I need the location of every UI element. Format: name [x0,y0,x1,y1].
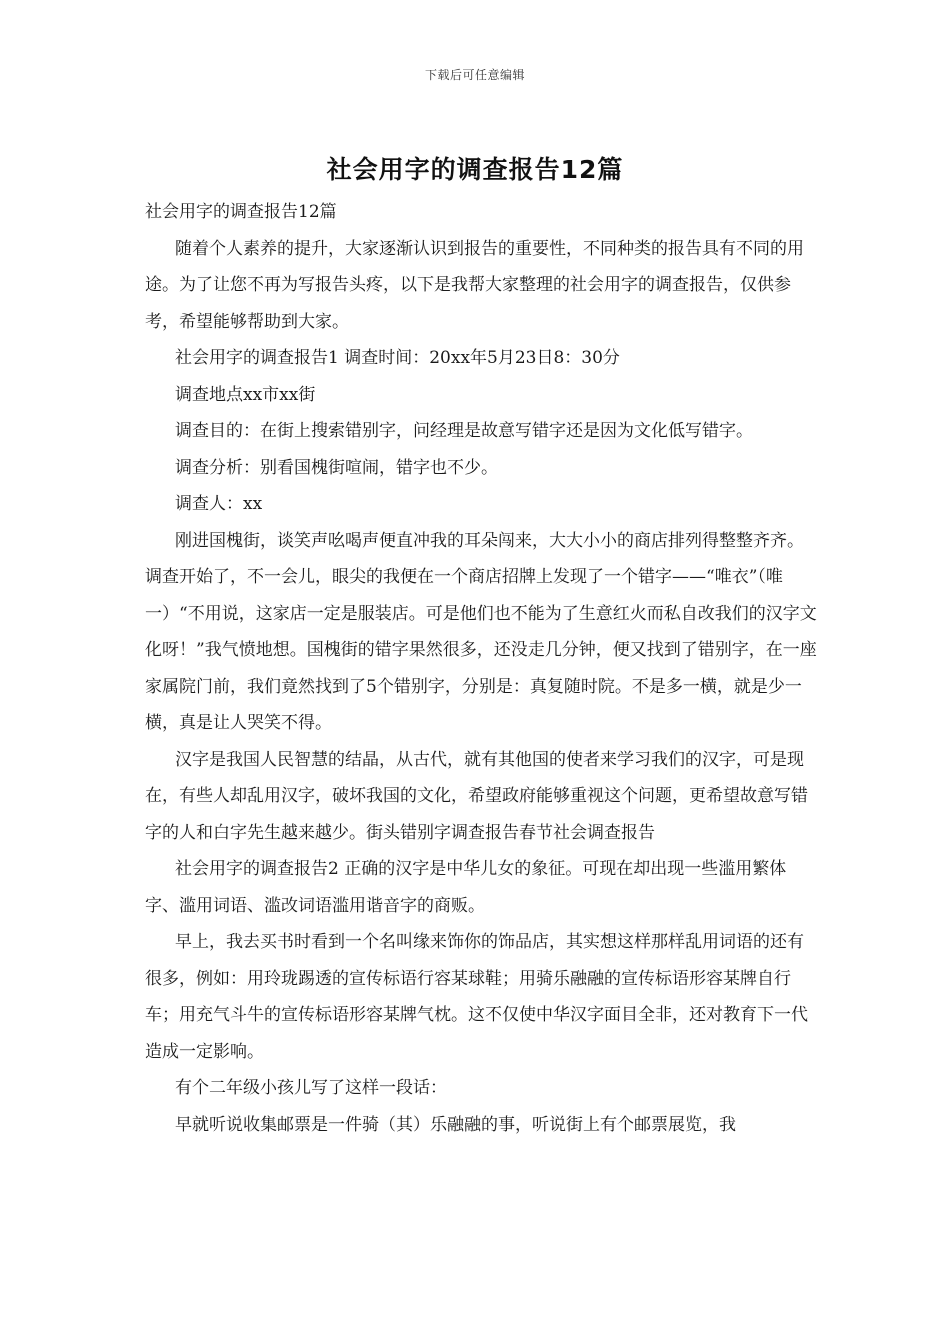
subtitle-paragraph: 社会用字的调查报告12篇 [145,202,337,222]
intro-paragraph: 随着个人素养的提升，大家逐渐认识到报告的重要性，不同种类的报告具有不同的用途。为了让您不再为写报告头疼，以下是我帮大家整理的社会用字的调查报告，仅供参考，希望能够帮助到大家。 [145,238,804,332]
survey-location: 调查地点xx市xx街 [175,384,316,405]
header-note: 下载后可任意编辑 [424,68,525,82]
body-paragraph: 早上，我去买书时看到一个名叫缘来饰你的饰品店，其实想这样那样乱用词语的还有很多，例如：用玲珑踢透的宣传标语行容某球鞋；用骑乐融融的宣传标语形容某牌自行车；用充气斗牛的宣传标语形容某牌气枕。这不仅使中华汉字面目全非，还对教育下一代造成一定影响。 [145,932,808,1062]
survey-person: 调查人：xx [175,494,263,514]
survey-purpose: 调查目的：在街上搜索错别字，问经理是故意写错字还是因为文化低写错字。 [175,421,753,441]
report-2-heading: 社会用字的调查报告2 正确的汉字是中华儿女的象征。可现在却出现一些滥用繁体字、滥用词语、滥改词语滥用谐音字的商贩。 [145,859,787,916]
document-title: 社会用字的调查报告12篇 [326,155,624,184]
document-body [145,194,820,1143]
body-paragraph: 早就听说收集邮票是一件骑（其）乐融融的事，听说街上有个邮票展览，我 [175,1114,736,1135]
survey-analysis: 调查分析：别看国槐街喧闹，错字也不少。 [175,457,498,478]
body-paragraph: 有个二年级小孩儿写了这样一段话： [175,1078,447,1098]
report-1-heading: 社会用字的调查报告1 调查时间：20xx年5月23日8：30分 [175,348,620,368]
body-paragraph: 汉字是我国人民智慧的结晶，从古代，就有其他国的使者来学习我们的汉字，可是现在，有些人却乱用汉字，破坏我国的文化，希望政府能够重视这个问题，更希望故意写错字的人和白字先生越来越少。街头错别字调查报告春节社会调查报告 [145,749,808,843]
body-paragraph: 刚进国槐街，谈笑声吆喝声便直冲我的耳朵闯来，大大小小的商店排列得整整齐齐。调查开始了，不一会儿，眼尖的我便在一个商店招牌上发现了一个错字——“唯衣”（唯一）“不用说，这家店一定是服装店。可是他们也不能为了生意红火而私自改我们的汉字文化呀！”我气愤地想。国槐街的错字果然很多，还没走几分钟，便又找到了错别字，在一座家属院门前，我们竟然找到了5个错别字，分别是：真复随时院。不是多一横，就是少一横，真是让人哭笑不得。 [145,530,817,733]
